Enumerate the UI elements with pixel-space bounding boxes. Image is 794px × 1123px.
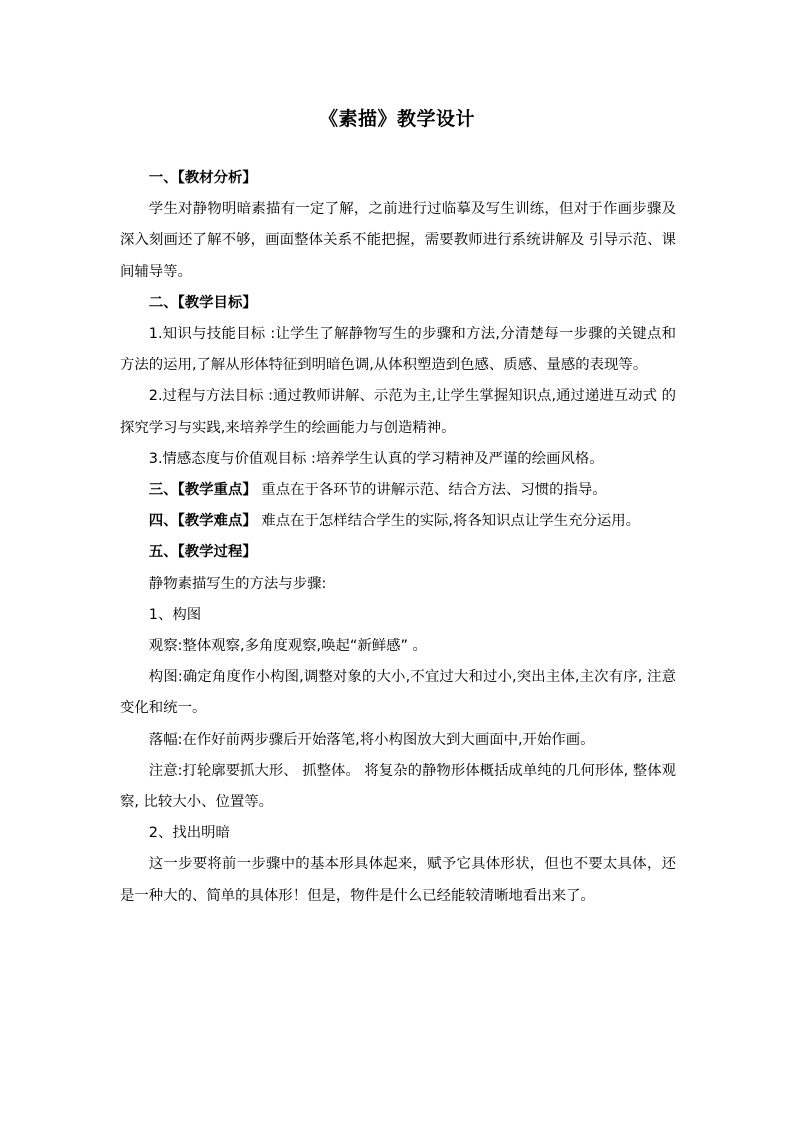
- paragraph-note: 注意:打轮廓要抓大形、 抓整体。 将复杂的静物形体概括成单纯的几何形体, 整体观察, 比较大小、位置等。: [120, 762, 676, 811]
- section-heading-key-points: 三、【教学重点】: [148, 482, 257, 499]
- section-difficulties: [120, 506, 676, 537]
- paragraph-materials-analysis: 学生对静物明暗素描有一定了解，之前进行过临摹及写生训练，但对于作画步骤及深入刻画还了解不够，画面整体关系不能把握，需要教师进行系统讲解及 引导示范、课间辅导等。: [120, 201, 676, 280]
- key-points-text: 重点在于各环节的讲解示范、结合方法、习惯的指导。: [256, 482, 607, 499]
- section-key-points: [120, 475, 676, 506]
- section-heading-materials: 一、【教材分析】: [148, 170, 257, 186]
- section-heading-difficulties: 四、【教学难点】: [148, 513, 257, 530]
- paragraph-observe: 观察:整体观察,多角度观察,唤起“新鲜感” 。: [148, 638, 427, 655]
- step-title-composition: 1、构图: [148, 606, 202, 623]
- section-heading-goals: 二、【教学目标】: [148, 294, 257, 311]
- step-title-light-dark: 2、找出明暗: [148, 825, 230, 842]
- paragraph-goal-process: 2.过程与方法目标 :通过教师讲解、示范为主,让学生掌握知识点,通过递进互动式 的探究学习与实践,来培养学生的绘画能力与创造精神。: [120, 388, 676, 436]
- paragraph-light-dark: 这一步要将前一步骤中的基本形具体起来，赋予它具体形状，但也不要太具体，还是一种大的、简单的具体形！但是，物件是什么已经能较清晰地看出来了。: [120, 856, 676, 904]
- paragraph-compose: 构图:确定角度作小构图,调整对象的大小,不宜过大和过小,突出主体,主次有序, 注意变化和统一。: [120, 669, 676, 717]
- paragraph-goal-knowledge: 1.知识与技能目标 :让学生了解静物写生的步骤和方法,分清楚每一步骤的关键点和 方法的运用,了解从形体特征到明暗色调,从体积塑造到色感、质感、量感的表现等。: [120, 326, 676, 374]
- document-title: 《素描》教学设计: [318, 108, 475, 130]
- paragraph-place: 落幅:在作好前两步骤后开始落笔,将小构图放大到大画面中,开始作画。: [148, 731, 595, 748]
- paragraph-process-intro: 静物素描写生的方法与步骤:: [148, 575, 327, 592]
- paragraph-goal-attitude: 3.情感态度与价值观目标 :培养学生认真的学习精神及严谨的绘画风格。: [148, 450, 604, 467]
- document-body: [120, 163, 676, 912]
- section-heading-process: 五、【教学过程】: [148, 544, 257, 561]
- difficulties-text: 难点在于怎样结合学生的实际,将各知识点让学生充分运用。: [256, 513, 641, 530]
